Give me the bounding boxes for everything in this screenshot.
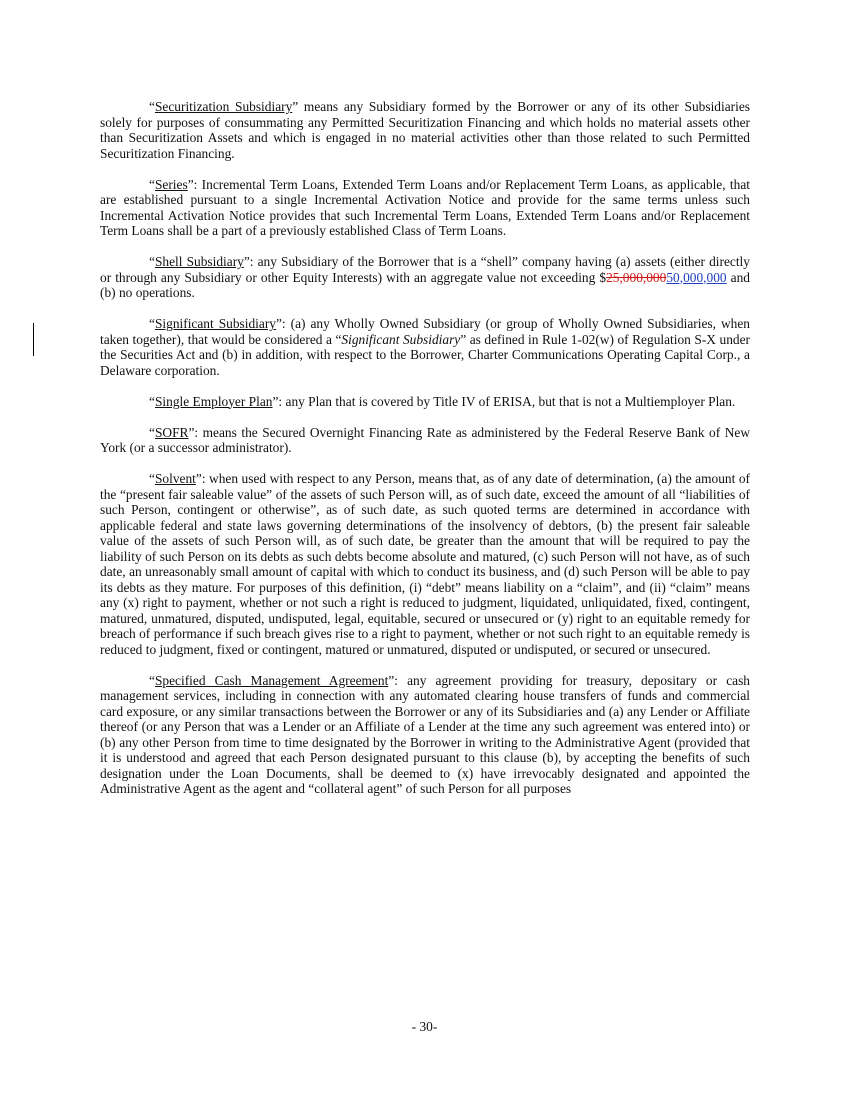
- revision-change-bar: [33, 323, 34, 356]
- defined-term: Solvent: [154, 471, 196, 486]
- defined-term: SOFR: [154, 424, 189, 440]
- definition-text-end: ” as defined in Rule 1-02(w) of Regulation S-X under the Securities Act and (b) in addition, with respect to the Borrower, Charter Communications Operating Capital Corp., a Delaware corporation.: [100, 331, 750, 378]
- definition-single-employer-plan: “Single Employer Plan”: any Plan that is covered by Title IV of ERISA, but that is not a Multiemployer Plan.: [149, 393, 736, 409]
- definition-text-end: and (b) no operations.: [100, 269, 750, 300]
- defined-term: Specified Cash Management Agreement: [154, 672, 389, 688]
- inserted-amount: 50,000,000: [666, 269, 727, 285]
- defined-term: Single Employer Plan: [154, 393, 273, 409]
- definition-text: ”: Incremental Term Loans, Extended Term Loans and/or Replacement Term Loans, as applicable, that are established pursuant to a single Incremental Activation Notice and provide for the same terms unless such Incremental Activation Notice provides that such Incremental Term Loans, Extended Term Loans and/or Replacement Term Loans shall be a part of a previously established Class of Term Loans.: [100, 176, 750, 238]
- defined-term: Series: [154, 176, 188, 192]
- definition-text: ”: any Plan that is covered by Title IV of ERISA, but that is not a Multiemployer Plan.: [272, 393, 736, 409]
- italic-term: Significant Subsidiary: [341, 331, 461, 347]
- defined-term: Securitization Subsidiary: [154, 99, 293, 114]
- definition-solvent: “Solvent”: when used with respect to any Person, means that, as of any date of determination, (a) the amount of the “present fair saleable value” of the assets of such Person will, as of such date, exceed the amount of all “liabilities of such Person, contingent or otherwise”, as of such date, as such quoted terms are determined in accordance with applicable federal and state laws governing determinations of the insolvency of debtors, (b) the present fair saleable value of the assets of such Person will, as of such date, be greater than the amount that will be required to pay the liability of such Person on its debts as such debts become absolute and matured, (c) such Person will not have, as of such date, an unreasonably small amount of capital with which to conduct its business, and (d) such Person will be able to pay its debts as they mature. For purposes of this definition, (i) “debt” means liability on a “claim”, and (ii) “claim” means any (x) right to payment, whether or not such a right is reduced to judgment, liquidated, unliquidated, fixed, contingent, matured, unmatured, disputed, undisputed, legal, equitable, secured or unsecured or (y) right to an equitable remedy for breach of performance if such breach gives rise to a right to payment, whether or not such right to an equitable remedy is reduced to judgment, fixed or contingent, matured or unmatured, disputed or undisputed, or secured or unsecured.: [100, 471, 750, 657]
- deleted-amount: 25,000,000: [606, 269, 667, 285]
- definition-text: ”: any Subsidiary of the Borrower that is a “shell” company having (a) assets (either directly or through any Subsidiary or other Equity Interests) with an aggregate value not exceeding $: [100, 254, 750, 285]
- defined-term: Significant Subsidiary: [154, 316, 276, 331]
- definition-text: ” means any Subsidiary formed by the Borrower or any of its other Subsidiaries solely for purposes of consummating any Permitted Securitization Financing and which holds no material assets other than Securitization Assets and which is engaged in no material activities other than those related to such Permitted Securitization Financing.: [100, 99, 750, 161]
- definition-series: “Series”: Incremental Term Loans, Extended Term Loans and/or Replacement Term Loans, as applicable, that are established pursuant to a single Incremental Activation Notice and provide for the same terms unless such Incremental Activation Notice provides that such Incremental Term Loans, Extended Term Loans and/or Replacement Term Loans shall be a part of a previously established Class of Term Loans.: [100, 176, 750, 238]
- definition-text: ”: (a) any Wholly Owned Subsidiary (or group of Wholly Owned Subsidiaries, when taken together), that would be considered a “: [100, 316, 750, 347]
- definition-text: ”: any agreement providing for treasury, depositary or cash management services, including in connection with any automated clearing house transfers of funds and commercial card exposure, or any similar transactions between the Borrower or any of its Subsidiaries and (a) any Lender or Affiliate thereof (or any Person that was a Lender or an Affiliate of a Lender at the time any such agreement was entered into) or (b) any other Person from time to time designated by the Borrower in writing to the Administrative Agent (provided that it is understood and agreed that each Person designated pursuant to this clause (b), by accepting the benefits of such designation under the Loan Documents, shall be deemed to (x) have irrevocably designated and appointed the Administrative Agent as the agent and “collateral agent” of such Person for all purposes: [100, 672, 750, 796]
- definition-text: ”: when used with respect to any Person, means that, as of any date of determination, (a) the amount of the “present fair saleable value” of the assets of such Person will, as of such date, exceed the amount of all “liabilities of such Person, contingent or otherwise”, as of such date, as such quoted terms are determined in accordance with applicable federal and state laws governing determinations of the insolvency of debtors, (b) the present fair saleable value of the assets of such Person will, as of such date, be greater than the amount that will be required to pay the liability of such Person on its debts as such debts become absolute and matured, (c) such Person will not have, as of such date, an unreasonably small amount of capital with which to conduct its business, and (d) such Person will be able to pay its debts as they mature. For purposes of this definition, (i) “debt” means liability on a “claim”, and (ii) “claim” means any (x) right to payment, whether or not such a right is reduced to judgment, liquidated, unliquidated, fixed, contingent, matured, unmatured, disputed, undisputed, legal, equitable, secured or unsecured or (y) right to an equitable remedy for breach of performance if such breach gives rise to a right to payment, whether or not such right to an equitable remedy is reduced to judgment, fixed or contingent, matured or unmatured, disputed or undisputed, or secured or unsecured.: [100, 471, 750, 657]
- definition-text: ”: means the Secured Overnight Financing Rate as administered by the Federal Reserve Bank of New York (or a successor administrator).: [100, 424, 750, 455]
- document-body: [100, 99, 750, 812]
- definition-sofr: “SOFR”: means the Secured Overnight Financing Rate as administered by the Federal Reserve Bank of New York (or a successor administrator).: [100, 424, 750, 455]
- definition-shell-subsidiary: “Shell Subsidiary”: any Subsidiary of the Borrower that is a “shell” company having (a) assets (either directly or through any Subsidiary or other Equity Interests) with an aggregate value not exceeding $25,000,00050,000,000 and (b) no operations.: [100, 254, 750, 300]
- defined-term: Shell Subsidiary: [154, 254, 244, 269]
- page-number: - 30-: [411, 1019, 438, 1034]
- definition-specified-cash-management-agreement: “Specified Cash Management Agreement”: any agreement providing for treasury, depositary or cash management services, including in connection with any automated clearing house transfers of funds and commercial card exposure, or any similar transactions between the Borrower or any of its Subsidiaries and (a) any Lender or Affiliate thereof (or any Person that was a Lender or an Affiliate of a Lender at the time any such agreement was entered into) or (b) any other Person from time to time designated by the Borrower in writing to the Administrative Agent (provided that it is understood and agreed that each Person designated pursuant to this clause (b), by accepting the benefits of such designation under the Loan Documents, shall be deemed to (x) have irrevocably designated and appointed the Administrative Agent as the agent and “collateral agent” of such Person for all purposes: [100, 672, 750, 796]
- definition-securitization-subsidiary: “Securitization Subsidiary” means any Subsidiary formed by the Borrower or any of its other Subsidiaries solely for purposes of consummating any Permitted Securitization Financing and which holds no material assets other than Securitization Assets and which is engaged in no material activities other than those related to such Permitted Securitization Financing.: [100, 99, 750, 161]
- definition-significant-subsidiary: “Significant Subsidiary”: (a) any Wholly Owned Subsidiary (or group of Wholly Owned Subsidiaries, when taken together), that would be considered a “Significant Subsidiary” as defined in Rule 1-02(w) of Regulation S-X under the Securities Act and (b) in addition, with respect to the Borrower, Charter Communications Operating Capital Corp., a Delaware corporation.: [100, 316, 750, 378]
